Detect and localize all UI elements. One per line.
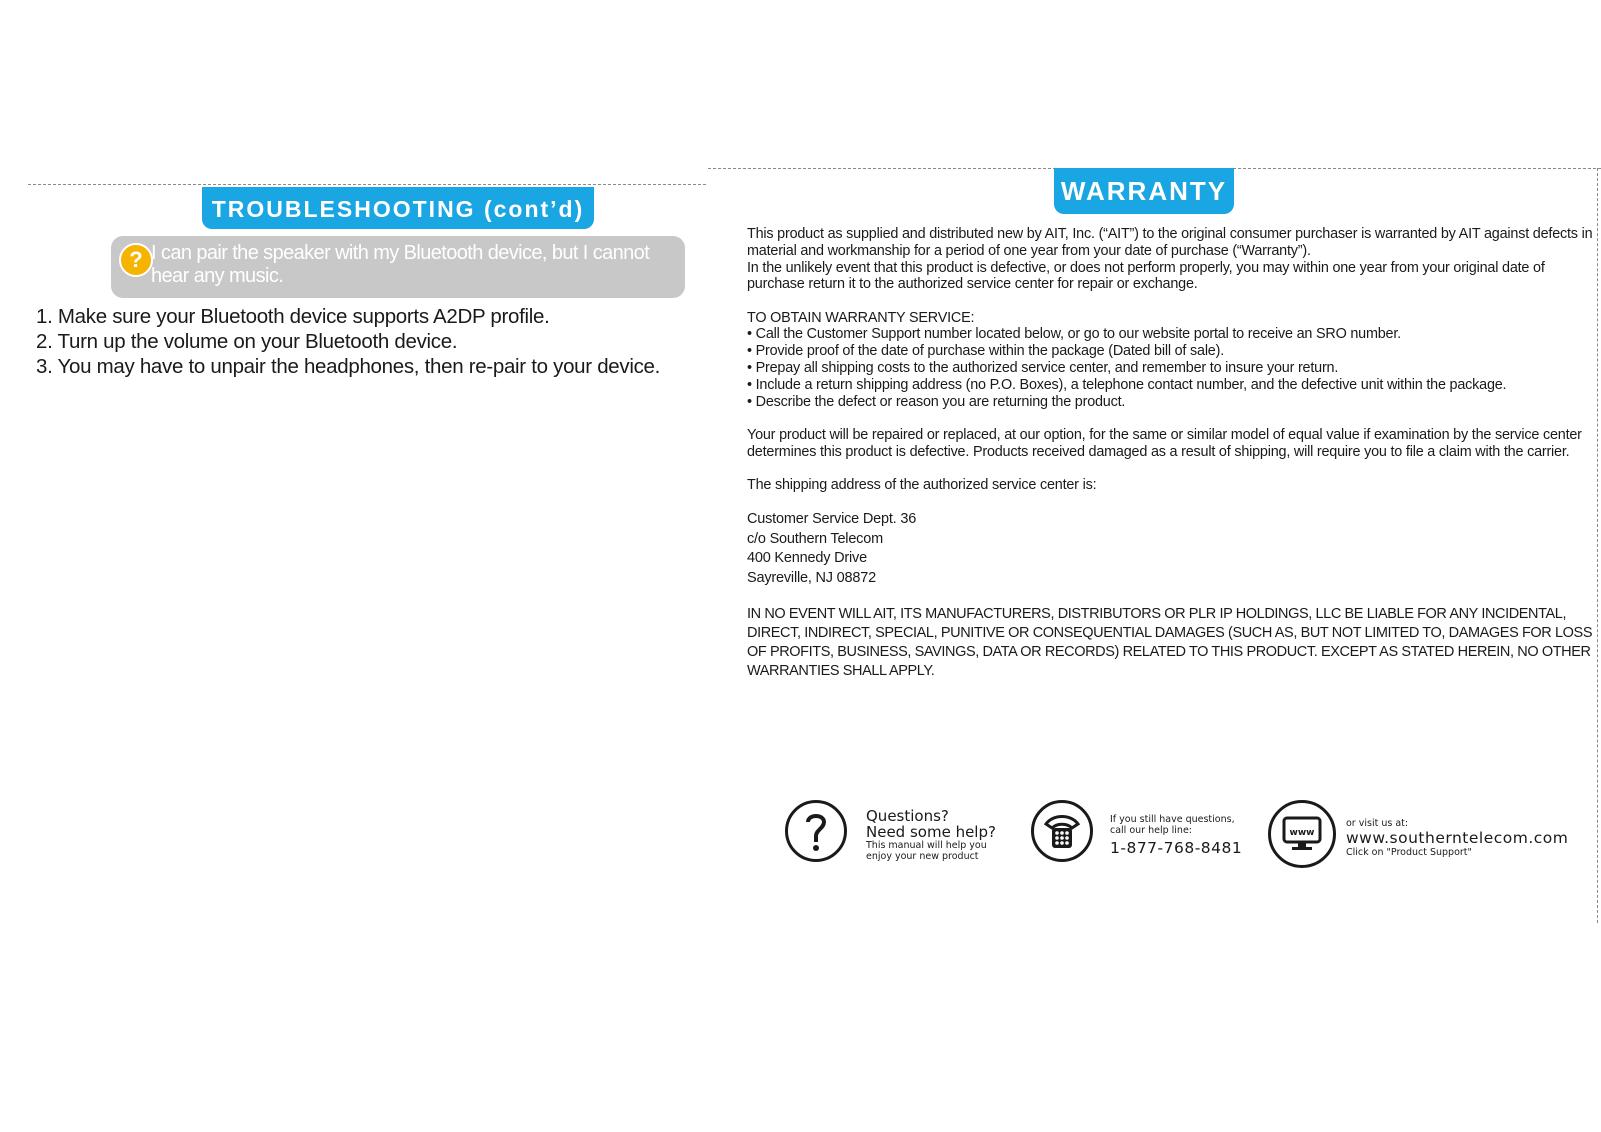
warranty-body — [747, 226, 1593, 681]
question-mark-icon — [785, 800, 847, 862]
warranty-intro: This product as supplied and distributed new by AIT, Inc. (“AIT”) to the original consumer purchaser is warranted by AIT against defects in material and workmanship for a period of one year from your date of purchase (“Warranty”). — [747, 226, 1593, 259]
cut-line-vertical — [1597, 168, 1598, 923]
liability-disclaimer: IN NO EVENT WILL AIT, ITS MANUFACTURERS, DISTRIBUTORS OR PLR IP HOLDINGS, LLC BE LIABLE FOR ANY INCIDENTAL, DIRECT, INDIRECT, SPECIAL, PUNITIVE OR CONSEQUENTIAL DAMAGES (SUCH AS, BUT NOT LIMITED TO, DAMAGES FOR LOSS OF PROFITS, BUSINESS, SAVINGS, DATA OR RECORDS) RELATED TO THIS PRODUCT. EXCEPT AS STATED HEREIN, NO OTHER WARRANTIES SHALL APPLY. — [747, 605, 1593, 679]
website-url: www.southerntelecom.com — [1346, 829, 1569, 847]
shipping-intro: The shipping address of the authorized service center is: — [747, 477, 1097, 494]
telephone-icon — [1031, 800, 1093, 862]
address-line: Sayreville, NJ 08872 — [747, 569, 876, 586]
step-item: 1. Make sure your Bluetooth device supports A2DP profile. — [36, 305, 550, 328]
step-item: 3. You may have to unpair the headphones, then re-pair to your device. — [36, 355, 661, 378]
question-text: I can pair the speaker with my Bluetooth device, but I cannot hear any music. — [151, 242, 650, 287]
warranty-tab: WARRANTY — [1054, 168, 1234, 214]
svg-text:www: www — [1289, 828, 1315, 838]
address-line: Customer Service Dept. 36 — [747, 511, 917, 528]
address-line: c/o Southern Telecom — [747, 530, 883, 547]
service-heading: TO OBTAIN WARRANTY SERVICE: — [747, 309, 975, 326]
web-text: or visit us at: www.southerntelecom.com Click on "Product Support" — [1346, 818, 1569, 858]
question-box — [111, 236, 685, 298]
service-item: • Provide proof of the date of purchase within the package (Dated bill of sale). — [747, 343, 1225, 360]
cut-line-left — [28, 184, 706, 185]
question-mark-icon: ? — [119, 243, 153, 277]
help-text: Questions? Need some help? This manual will help you enjoy your new product — [866, 807, 996, 862]
service-address — [747, 510, 1593, 588]
troubleshooting-steps — [36, 304, 660, 379]
address-line: 400 Kennedy Drive — [747, 550, 867, 567]
service-item: • Include a return shipping address (no P.O. Boxes), a telephone contact number, and the defective unit within the package. — [747, 376, 1507, 393]
repair-paragraph: Your product will be repaired or replaced, at our option, for the same or similar model of equal value if examination by the service center determines this product is defective. Products received damaged as a result of shipping, will require you to file a claim with the carrier. — [747, 426, 1582, 460]
warranty-intro-2: In the unlikely event that this product is defective, or does not perform properly, you may within one year from your original date of purchase return it to the authorized service center for repair or exchange. — [747, 259, 1545, 293]
phone-text: If you still have questions, call our help line: 1-877-768-8481 — [1110, 814, 1243, 857]
step-item: 2. Turn up the volume on your Bluetooth device. — [36, 330, 458, 353]
service-item: • Prepay all shipping costs to the authorized service center, and remember to insure your return. — [747, 360, 1339, 377]
computer-monitor-icon — [1268, 800, 1336, 868]
service-item: • Call the Customer Support number located below, or go to our website portal to receive an SRO number. — [747, 326, 1401, 343]
service-item: • Describe the defect or reason you are returning the product. — [747, 393, 1126, 410]
troubleshooting-tab: TROUBLESHOOTING (cont’d) — [202, 187, 594, 229]
help-line-number: 1-877-768-8481 — [1110, 839, 1243, 857]
